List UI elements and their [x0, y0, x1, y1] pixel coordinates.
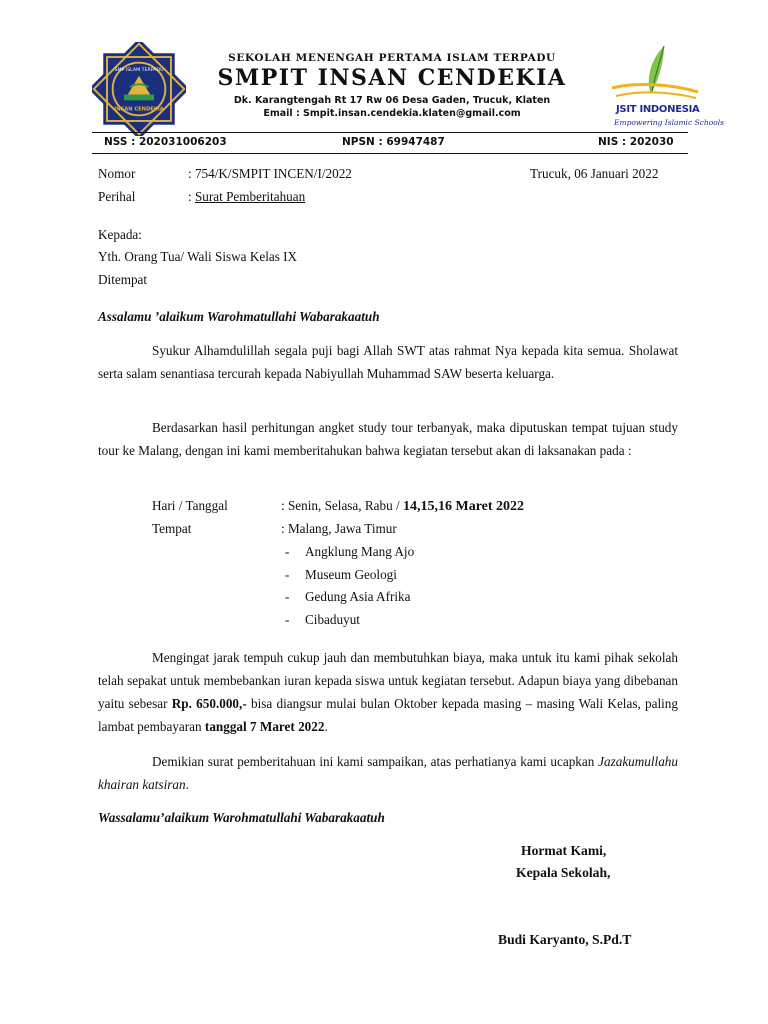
paragraph-4-text-a: Demikian surat pemberitahuan ini kami sampaikan, atas perhatianya kami ucapkan — [152, 754, 599, 769]
destination-item: Gedung Asia Afrika — [305, 589, 411, 604]
paragraph-4-prayer: Jazakumullahu khairan katsiran — [98, 754, 678, 792]
school-email: Email : Smpit.insan.cendekia.klaten@gmail.com — [263, 108, 521, 119]
paragraph-4 — [98, 750, 678, 796]
paragraph-4-text-c: . — [185, 777, 189, 792]
paragraph-3 — [98, 646, 678, 738]
hari-row — [281, 497, 524, 516]
school-level: SEKOLAH MENENGAH PERTAMA ISLAM TERPADU — [228, 52, 556, 64]
closing-regards: Hormat Kami, — [521, 843, 607, 858]
jsit-name: JSIT INDONESIA — [616, 104, 700, 115]
nis-number: NIS : 202030 — [598, 136, 674, 148]
destination-item: Cibaduyut — [305, 612, 360, 627]
tempat-value: : Malang, Jawa Timur — [281, 521, 397, 536]
kepada-label: Kepada: — [98, 227, 142, 242]
signatory-name: Budi Karyanto, S.Pd.T — [498, 932, 632, 947]
destination-item: Museum Geologi — [305, 567, 397, 582]
hari-dates: 14,15,16 Maret 2022 — [402, 499, 525, 514]
jsit-feather-icon — [606, 42, 702, 104]
nss-number: NSS : 202031006203 — [104, 136, 227, 148]
school-name: SMPIT INSAN CENDEKIA — [217, 65, 567, 91]
paragraph-3-text-b: bisa diangsur mulai bulan Oktober kepada masing – masing Wali Kelas, paling lambat pembayaran — [98, 696, 678, 734]
perihal-row — [188, 188, 305, 206]
nomor-label: Nomor — [98, 166, 136, 181]
school-address: Dk. Karangtengah Rt 17 Rw 06 Desa Gaden, Trucuk, Klaten — [233, 95, 551, 106]
perihal-colon: : — [188, 189, 195, 204]
perihal-label: Perihal — [98, 189, 136, 204]
bullet: - — [285, 544, 290, 559]
payment-deadline: tanggal 7 Maret 2022 — [204, 719, 325, 734]
logo-left-text-top: SMP ISLAM TERPADU — [114, 68, 164, 74]
bullet: - — [285, 567, 290, 582]
opening-salutation: Assalamu ’alaikum Warohmatullahi Wabarakaatuh — [98, 309, 380, 324]
bullet: - — [285, 612, 290, 627]
paragraph-3-text-a: Mengingat jarak tempuh cukup jauh dan membutuhkan biaya, maka untuk itu kami pihak sekolah telah sepakat untuk membebankan iuran kepada siswa untuk kegiatan tersebut. Adapun biaya yang dibebanan yaitu sebesar — [98, 650, 678, 711]
place-date: Trucuk, 06 Januari 2022 — [530, 166, 659, 181]
npsn-number: NPSN : 69947487 — [342, 136, 445, 148]
letterhead-text — [194, 52, 590, 120]
tempat-label: Tempat — [152, 521, 192, 536]
closing-salutation: Wassalamu’alaikum Warohmatullahi Wabarakaatuh — [98, 810, 385, 825]
hari-value: : Senin, Selasa, Rabu / — [281, 498, 403, 513]
ditempat: Ditempat — [98, 272, 148, 287]
hari-label: Hari / Tanggal — [152, 498, 228, 513]
school-id-bar — [92, 132, 688, 154]
nomor-value: : 754/K/SMPIT INCEN/I/2022 — [188, 166, 352, 181]
fee-amount: Rp. 650.000,- — [171, 696, 247, 711]
recipient: Yth. Orang Tua/ Wali Siswa Kelas IX — [98, 249, 298, 264]
paragraph-1: Syukur Alhamdulillah segala puji bagi Allah SWT atas rahmat Nya kepada kita semua. Sholawat serta salam senantiasa tercurah kepada Nabiyullah Muhammad SAW beserta keluarga. — [98, 343, 678, 381]
school-logo-icon — [92, 42, 186, 136]
perihal-value: Surat Pemberitahuan — [194, 189, 306, 204]
closing-position: Kepala Sekolah, — [516, 865, 611, 880]
jsit-tagline: Empowering Islamic Schools — [614, 118, 724, 127]
destination-item: Angklung Mang Ajo — [305, 544, 415, 559]
letterhead — [90, 40, 724, 136]
paragraph-3-text-c: . — [324, 719, 328, 734]
jsit-logo — [606, 42, 724, 134]
logo-left-text-bottom: INSAN CENDEKIA — [114, 106, 164, 113]
paragraph-2: Berdasarkan hasil perhitungan angket study tour terbanyak, maka diputuskan tempat tujuan study tour ke Malang, dengan ini kami memberitahukan bahwa kegiatan tersebut akan di laksanakan pada : — [98, 420, 678, 458]
bullet: - — [285, 589, 290, 604]
